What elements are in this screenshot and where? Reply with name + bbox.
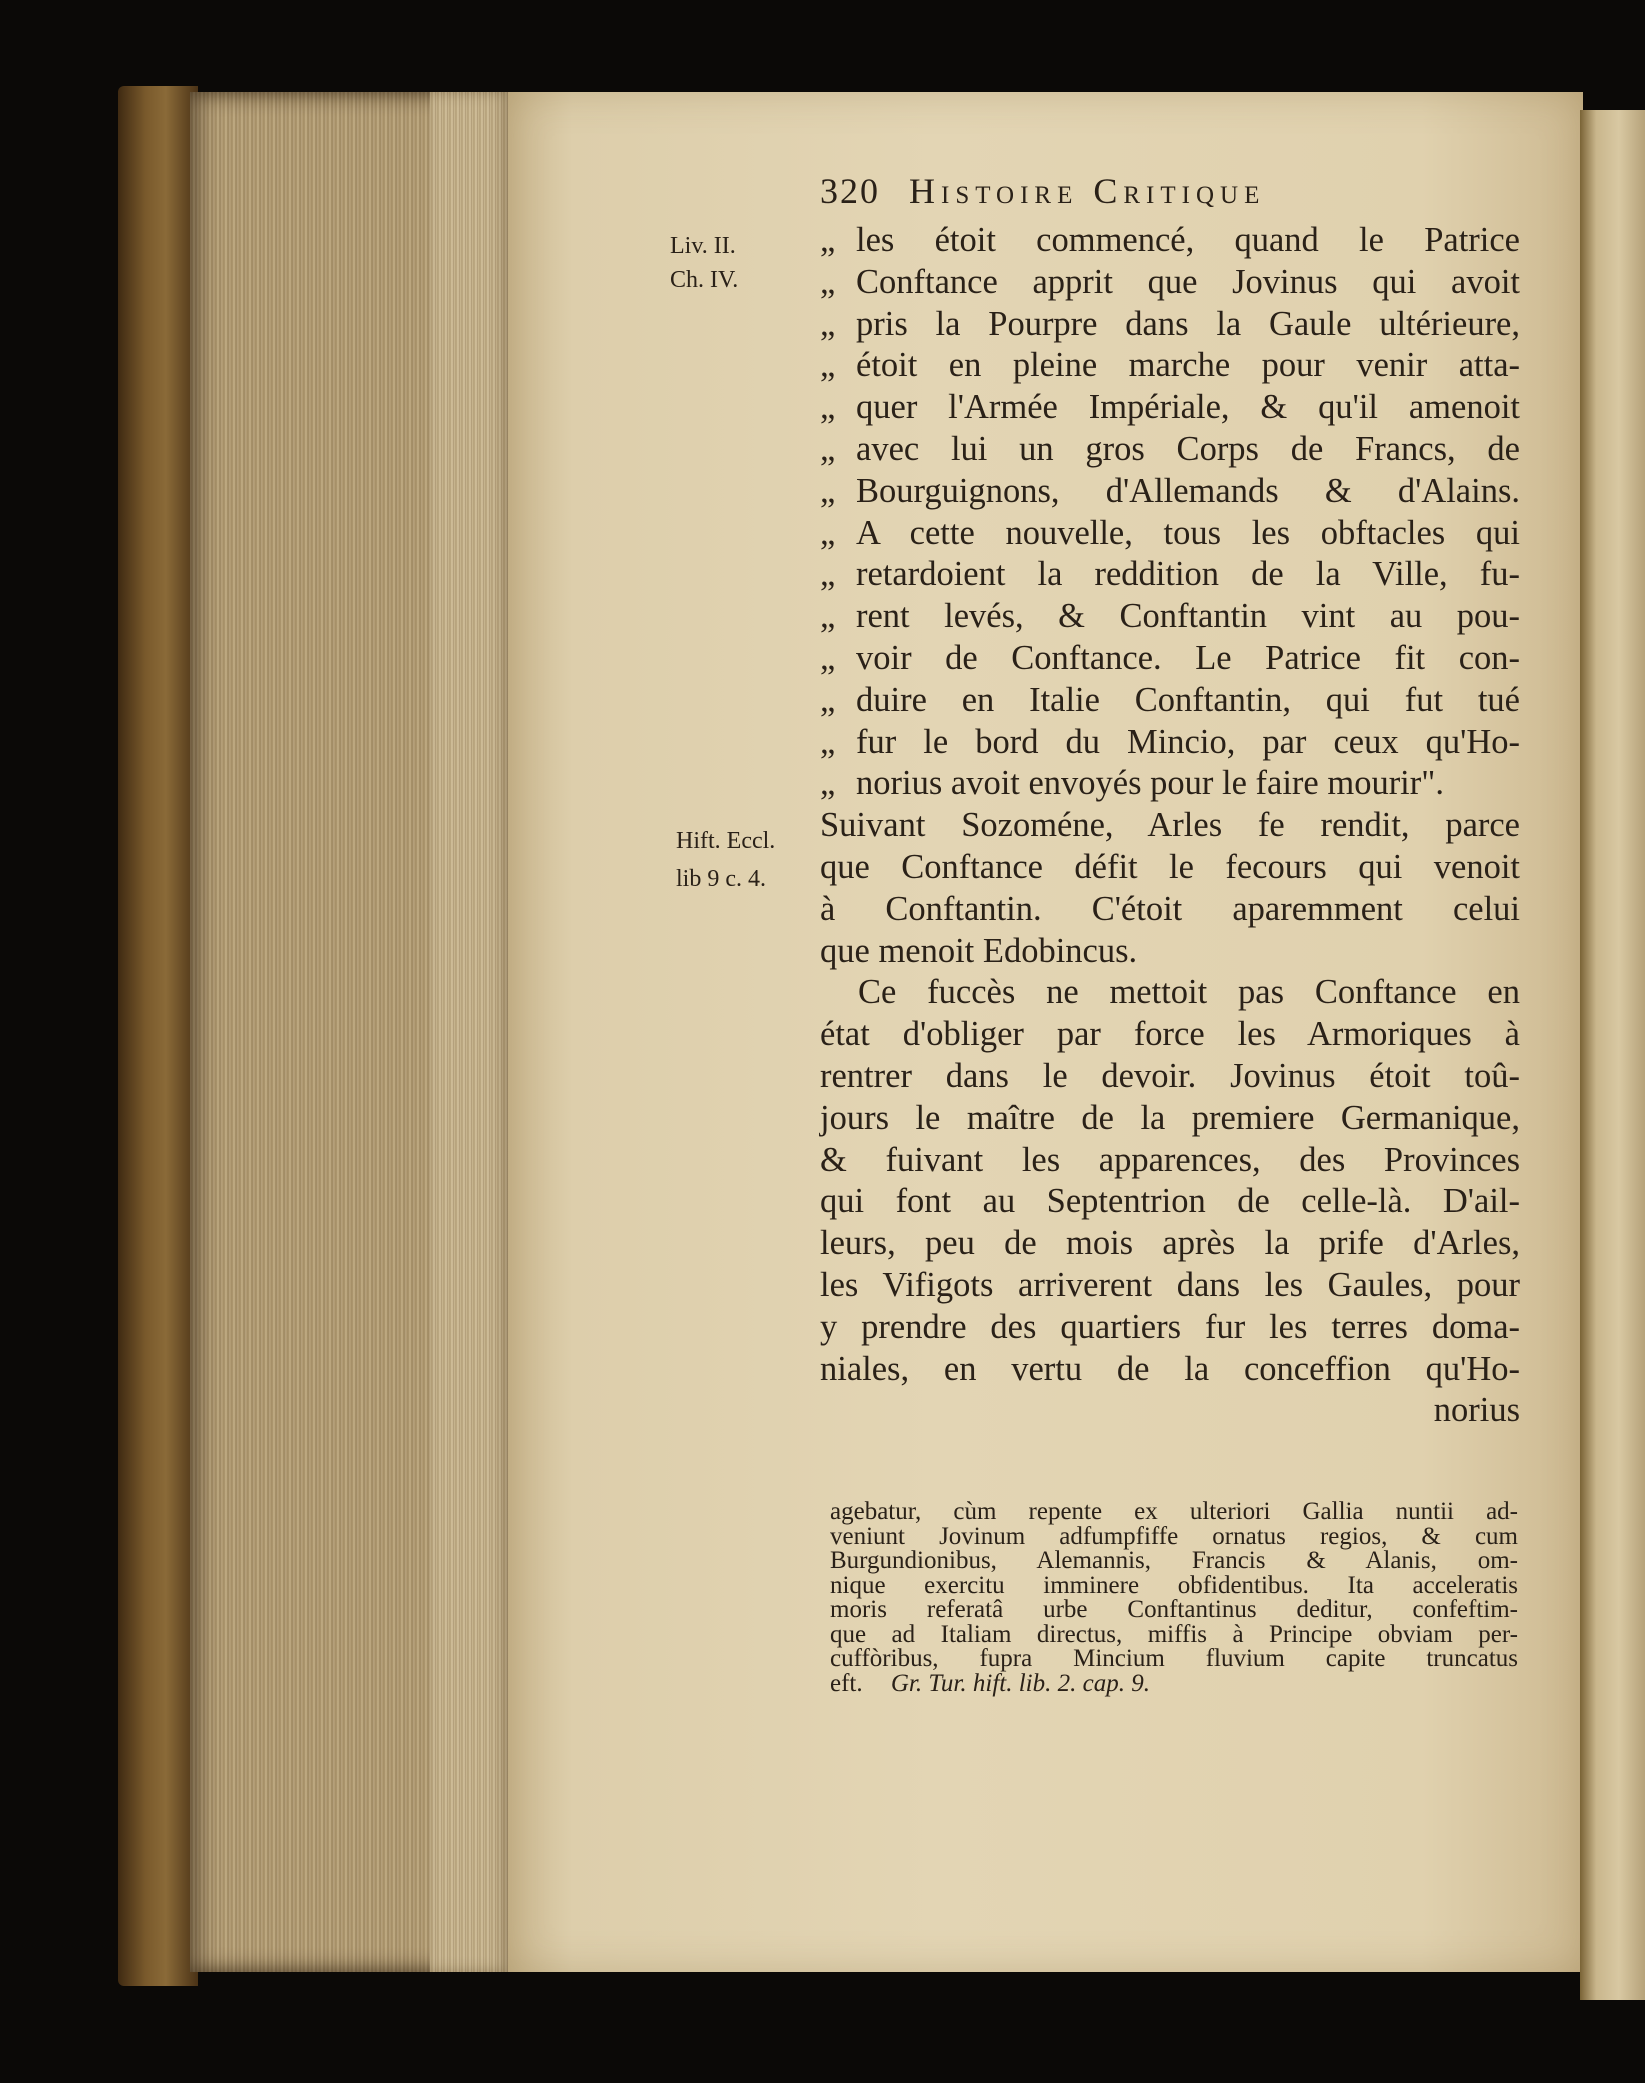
- footnote-line: cuffòribus, fupra Mincium fluvium capite truncatus: [830, 1645, 1518, 1672]
- quote-mark: „: [820, 304, 836, 343]
- quoted-line: „ duire en Italie Conftantin, qui fut tué: [820, 680, 1520, 722]
- quote-mark: „: [820, 346, 836, 385]
- quoted-line: „ Bourguignons, d'Allemands & d'Alains.: [820, 471, 1520, 513]
- paragraph-line: niales, en vertu de la conceffion qu'Ho-: [820, 1349, 1520, 1388]
- quoted-line: „ norius avoit envoyés pour le faire mourir".: [820, 763, 1520, 805]
- quote-mark: „: [820, 388, 836, 427]
- footnote-line: que ad Italiam directus, miffis à Principe obviam per-: [830, 1620, 1518, 1648]
- quote-mark: „: [820, 722, 836, 761]
- footnote-line: veniunt Jovinum adfumpfiffe ornatus regios, & cum: [830, 1522, 1518, 1550]
- paragraph-line: y prendre des quartiers fur les terres doma-: [820, 1307, 1520, 1346]
- quote-mark: „: [820, 429, 836, 468]
- margin-note-book: Liv. II.: [670, 233, 736, 259]
- quoted-line: „ étoit en pleine marche pour venir atta-: [820, 345, 1520, 387]
- paragraph-line: leurs, peu de mois après la prife d'Arles,: [820, 1224, 1520, 1263]
- catchword: norius: [1433, 1391, 1520, 1430]
- quoted-line: „ retardoient la reddition de la Ville, fu-: [820, 554, 1520, 596]
- page-stack-gutter: [430, 92, 510, 1972]
- footnote-line: nique exercitu imminere obfidentibus. Ita acceleratis: [830, 1571, 1518, 1599]
- main-text-column: [820, 170, 1520, 1432]
- paragraph-line: & fuivant les apparences, des Provinces: [820, 1140, 1520, 1179]
- quoted-line: „ Conftance apprit que Jovinus qui avoit: [820, 262, 1520, 304]
- margin-note-ref-2: lib 9 c. 4.: [676, 866, 766, 892]
- footnote-line: moris referatâ urbe Conftantinus deditur, confeftim-: [830, 1596, 1518, 1623]
- margin-note-ref-1: Hift. Eccl.: [676, 828, 776, 854]
- footnote-line-last: [830, 1669, 1518, 1697]
- quote-mark: „: [820, 597, 836, 636]
- paragraph-line: jours le maître de la premiere Germanique,: [820, 1098, 1520, 1137]
- paragraph-line: qui font au Septentrion de celle-là. D'ail-: [820, 1182, 1520, 1221]
- paragraph-line: que menoit Edobincus.: [820, 931, 1138, 970]
- quote-mark: „: [820, 221, 836, 259]
- quote-mark: „: [820, 555, 836, 594]
- footnote-line: Burgundionibus, Alemannis, Francis & Alanis, om-: [830, 1547, 1518, 1574]
- quoted-passage: [820, 220, 1520, 805]
- paragraph-line: rentrer dans le devoir. Jovinus étoit toû-: [820, 1056, 1520, 1095]
- quoted-line: „ pris la Pourpre dans la Gaule ultérieure,: [820, 304, 1520, 346]
- quoted-line: „ les étoit commencé, quand le Patrice: [820, 220, 1520, 262]
- footnote-block: [830, 1500, 1518, 1696]
- page-number: 320: [820, 171, 880, 211]
- paragraph-line: que Conftance défit le fecours qui venoit: [820, 847, 1520, 886]
- footnote-line: agebatur, cùm repente ex ulteriori Gallia nuntii ad-: [830, 1498, 1518, 1525]
- quoted-line: „ avec lui un gros Corps de Francs, de: [820, 429, 1520, 471]
- margin-note-chapter: Ch. IV.: [670, 267, 739, 293]
- quote-mark: „: [820, 262, 836, 301]
- footnote-citation: Gr. Tur. hift. lib. 2. cap. 9.: [890, 1669, 1150, 1697]
- quote-mark: „: [820, 471, 836, 510]
- quote-mark: „: [820, 680, 836, 719]
- book-cover-edge: [118, 86, 198, 1986]
- quoted-line: „ quer l'Armée Impériale, & qu'il amenoit: [820, 387, 1520, 429]
- paragraph-sozomene: [820, 805, 1520, 972]
- running-head-title: Histoire Critique: [909, 171, 1266, 211]
- paragraph-constance: [820, 972, 1520, 1432]
- quoted-line: „ rent levés, & Conftantin vint au pou-: [820, 596, 1520, 638]
- footnote-end-word: eft.: [830, 1669, 863, 1697]
- facing-page-edge: [1580, 110, 1645, 2000]
- paragraph-line: Ce fuccès ne mettoit pas Conftance en: [858, 973, 1520, 1012]
- paragraph-line: à Conftantin. C'étoit aparemment celui: [820, 889, 1520, 928]
- paragraph-line: les Vifigots arriverent dans les Gaules, pour: [820, 1265, 1520, 1304]
- paragraph-line: Suivant Sozoméne, Arles fe rendit, parce: [820, 806, 1520, 845]
- quoted-line: „ voir de Conftance. Le Patrice fit con-: [820, 638, 1520, 680]
- quoted-line: „ A cette nouvelle, tous les obftacles qui: [820, 513, 1520, 555]
- paragraph-line: état d'obliger par force les Armoriques à: [820, 1015, 1520, 1054]
- quote-mark: „: [820, 638, 836, 677]
- running-head: [820, 170, 1520, 212]
- quote-mark: „: [820, 513, 836, 552]
- quoted-line: „ fur le bord du Mincio, par ceux qu'Ho-: [820, 722, 1520, 764]
- quote-mark: „: [820, 764, 836, 803]
